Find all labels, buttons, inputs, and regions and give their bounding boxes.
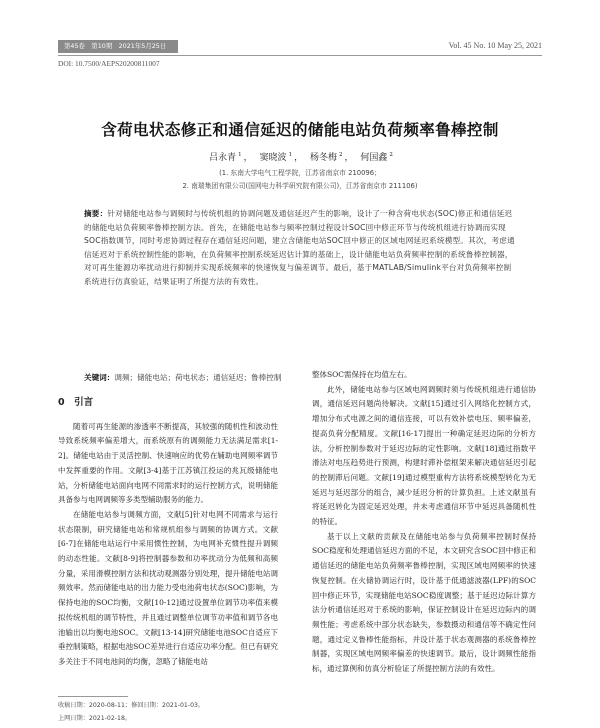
author: 杨冬梅 $^2$	[309, 152, 343, 163]
body-paragraph: 此外，储能电站参与区域电网调频时须与传统机组进行通信协调，通信延迟问题尚待解决。文献[15]通过引入网络化控制方式，增加分布式电源之间的通信连接，可以有效补偿电压、频率偏差，提高负荷分配精度。文献[16-17]提出一种确定延迟边际的分析方法，分析控制参数对于延迟边际的定性影响。文献[18]通过指数平滑法对电压趋势进行预测，构建时滞补偿框架来解决通信延迟引起的控制滞后问题。文献[19]通过模型重构方法将系统模型转化为无延迟与延迟部分的组合，减少延迟分析的计算负担。上述文献虽有将延迟转化为固定延迟处理，并未考虑通信环节中延迟具备随机性的特征。	[312, 384, 536, 527]
paper-title: 含荷电状态修正和通信延迟的储能电站负荷频率鲁棒控制	[101, 121, 499, 139]
body-column-left	[58, 396, 278, 670]
keywords-label: 关键词：	[84, 373, 115, 382]
author: 何国鑫 $^2$	[360, 152, 393, 163]
footnote-divider	[58, 696, 128, 697]
journal-volume-info: Vol. 45 No. 10 May 25, 2021	[448, 41, 542, 50]
body-column-right	[312, 368, 536, 677]
keywords-text: 调频；储能电站；荷电状态；通信延迟；鲁棒控制	[114, 373, 282, 382]
author: 窦晓波 $^1$	[259, 152, 293, 163]
header-divider	[58, 55, 542, 56]
body-paragraph: 基于以上文献的贡献及在储能电站参与负荷频率控制时保持SOC稳度和处理通信延迟方面的不足，本文研究含SOC回中修正和通信延迟的储能电站负荷频率鲁棒控制，实现区域电网频率的快速恢复控制。在火储协调运行时，设计基于低通滤波器(LPF)的SOC回中修正环节，实现储能电站SOC稳度调整；基于延迟边际计算方法分析通信延迟对于系统的影响，保证控制设计在延迟边际内的调频性能；考虑系统中部分状态缺失，参数摄动和通信等不确定性问题，通过定义鲁棒性能指标，并设计基于状态观测器的系统鲁棒控制器，实现区域电网频率偏差的快速调节。最后，设计调频性能指标，通过算例和仿真分析验证了所提控制方法的有效性。	[312, 531, 536, 674]
body-paragraph: 随着可再生能源的渗透率不断提高，其较强的随机性和波动性导致系统频率偏差增大，而系统原有的调频能力无法满足需求[1-2]。储能电站由于灵活控制、快速响应的优势在辅助电网频率调节中发挥重要的作用。文献[3-4]基于江苏镇江投运的兆瓦级储能电站，分析储能电站面向电网不同需求时的运行控制方式，说明储能具备参与电网调频等多类型辅助服务的能力。	[58, 421, 278, 505]
section-heading: 0 引言	[58, 397, 94, 408]
author-list: 吕永青 $^1$ ， 窦晓波 $^1$ ， 杨冬梅 $^2$ ， 何国鑫 $^2$	[209, 152, 393, 163]
author: 吕永青 $^1$	[209, 152, 242, 163]
abstract-label: 摘要：	[84, 209, 108, 218]
received-date: 收稿日期：2020-08-11；修回日期：2021-01-03。	[58, 702, 205, 709]
journal-issue-banner: 第45卷 第10期 2021年5月25日	[58, 40, 178, 53]
affiliation-2: 2. 南瑞集团有限公司(国网电力科学研究院有限公司)，江苏省南京市 211106)	[182, 182, 418, 190]
abstract	[84, 207, 516, 288]
body-paragraph: 在储能电站参与调频方面，文献[5]针对电网不同需求与运行状态限制，研究储能电站和常规机组参与调频的协调方式。文献[6-7]在储能电站运行中采用惯性控制，为电网补充惯性提升调频的动态性能。文献[8-9]将控制器参数和功率扰动分为低频和高频分量，采用滑模控制方法和扰动观测器分别处理，提升储能电站调频效率。然而储能电站的出力能力受电池荷电状态(SOC)影响，为保持电池的SOC均衡，文献[10-12]通过设置单位调节功率值来模拟传统机组的调节特性，并且通过调整单位调节功率值和调节各电池输出以均衡电池SOC。文献[13-14]研究储能电池SOC自适应下垂控制策略，根据电池SOC差异进行自适应功率分配。但已有研究多关注于不同电池间的均衡，忽略了储能电站	[58, 509, 278, 666]
affiliation-1: (1. 东南大学电气工程学院，江苏省南京市 210096；	[219, 169, 381, 177]
doi[interactable]: DOI: 10.7500/AEPS20200811007	[58, 59, 160, 68]
body-paragraph: 整体SOC需保持在均值左右。	[312, 370, 412, 379]
online-date: 上网日期：2021-02-18。	[58, 715, 132, 722]
abstract-text: 针对储能电站参与调频时与传统机组的协调问题及通信延迟产生的影响，设计了一种含荷电状态(SOC)修正和通信延迟的储能电站负荷频率鲁棒控制方法。首先，在储能电站参与频率控制过程设计SOC回中修正环节与传统机组进行协调而实现SOC指数调节，同时考虑协调过程存在通信延迟问题，建立含储能电站SOC回中修正的区域电网延迟系统模型。其次，考虑通信延迟对于系统控制性能的影响，在负荷频率控制系统延迟估计算的基础上，设计储能电站负荷频率控制的系统鲁棒控制器，对可再生能源功率扰动进行抑制并实现系统频率的快速恢复与偏差调节。最后，基于MATLAB/Simulink平台对负荷频率控制系统进行仿真验证，结果证明了所提方法的有效性。	[84, 209, 515, 286]
